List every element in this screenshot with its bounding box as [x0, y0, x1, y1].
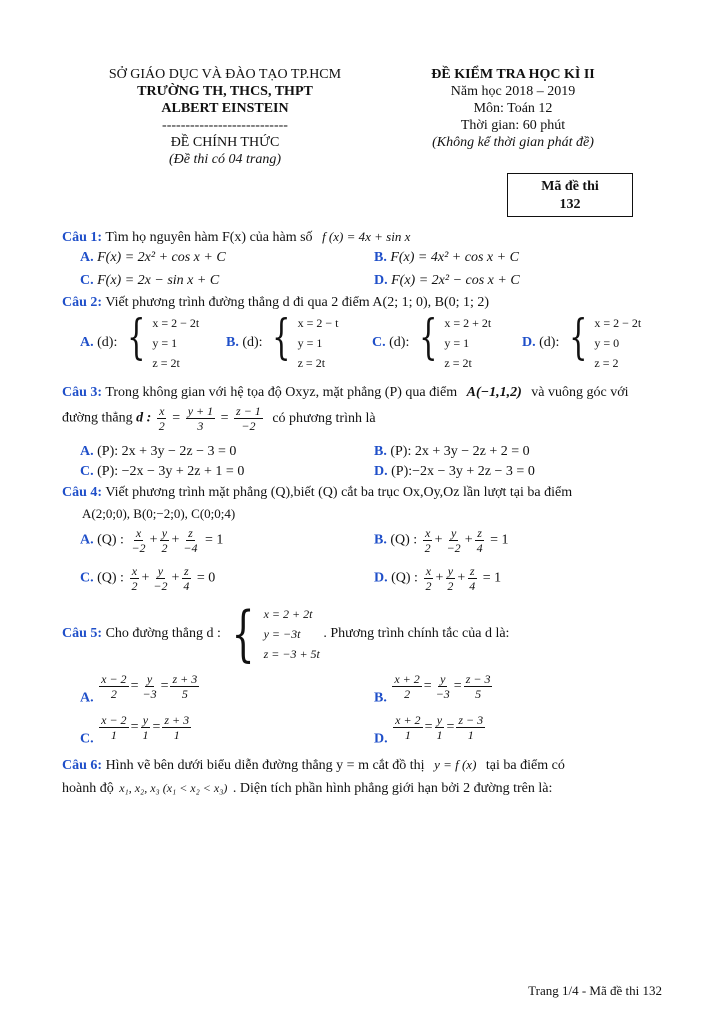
dept-name: SỞ GIÁO DỤC VÀ ĐÀO TẠO TP.HCM [108, 67, 342, 82]
option-text: F(x) = 2x² − cos x + C [391, 273, 520, 288]
fraction-numerator: y [142, 713, 149, 727]
official-label: ĐỀ CHÍNH THỨC [170, 135, 280, 150]
q1-option-d[interactable] [374, 272, 520, 290]
option-letter: B. [374, 690, 387, 706]
q2-option-c[interactable] [372, 309, 492, 373]
option-prefix: (d): [389, 335, 410, 351]
question-label: Câu 4: [62, 485, 103, 500]
fraction-numerator: x + 2 [395, 713, 421, 727]
question-label: Câu 6: [62, 758, 103, 773]
option-letter: A. [80, 532, 94, 548]
option-prefix: (Q) : [97, 570, 124, 586]
fraction-denominator: 1 [404, 728, 411, 742]
time-note: (Không kể thời gian phát đề) [432, 135, 594, 150]
option-letter: A. [80, 444, 94, 459]
system-line: y = 0 [594, 336, 620, 350]
option-letter: D. [374, 273, 388, 288]
question-text: Viết phương trình mặt phẳng (Q),biết (Q) cắt ba trục Ox,Oy,Oz lần lượt tại ba điểm [105, 485, 573, 500]
fraction-numerator: y [436, 713, 443, 727]
equation-system [121, 309, 200, 373]
option-letter: C. [80, 570, 94, 586]
question-text: có phương trình là [272, 410, 376, 426]
system-line: x = 2 − 2t [594, 316, 642, 330]
fraction-numerator: z + 3 [164, 713, 190, 727]
equation-rhs: = 0 [196, 570, 216, 586]
question-label: Câu 1: [62, 230, 103, 245]
question-label: Câu 5: [62, 626, 103, 642]
system-line: z = 2 [594, 356, 619, 370]
fraction-denominator: 2 [447, 579, 454, 593]
option-letter: B. [374, 444, 387, 459]
fraction-denominator: 2 [161, 541, 168, 555]
brace-icon: { [272, 309, 291, 365]
q3-option-b[interactable] [374, 443, 530, 461]
fraction-numerator: z − 3 [465, 672, 491, 686]
fraction-denominator: 2 [158, 419, 165, 433]
fraction-denominator: 2 [424, 541, 431, 555]
equation-rhs: = 1 [490, 532, 509, 548]
question-3 [62, 384, 662, 402]
q2-option-a[interactable] [80, 309, 200, 373]
q5-option-c[interactable]: C. $\frac{x - 2}{1}$ = $\frac{y}{1}$ = $\frac{z + 3}{1}$ [80, 713, 190, 747]
option-prefix: (Q) : [97, 532, 124, 548]
exam-code-label: Mã đề thi [541, 179, 599, 194]
option-prefix: (Q) : [390, 532, 418, 548]
fraction-denominator: 5 [475, 687, 482, 701]
page-footer: Trang 1/4 - Mã đề thi 132 [528, 983, 662, 998]
fraction-denominator: 3 [197, 419, 204, 433]
q1-option-a[interactable] [80, 249, 226, 267]
system-line: y = 1 [444, 336, 470, 350]
option-letter: C. [80, 731, 94, 747]
q3-option-c[interactable] [80, 463, 244, 481]
question-text: Cho đường thẳng d : [105, 626, 221, 642]
equals-sign: = [220, 410, 229, 426]
line-name: d : [136, 410, 152, 426]
fraction-denominator: 1 [173, 728, 180, 742]
question-text: đường thẳng [62, 410, 133, 426]
school-name-1: TRƯỜNG TH, THCS, THPT [137, 84, 313, 99]
option-prefix: (Q) : [391, 570, 418, 586]
equation-system [266, 309, 339, 373]
q5-option-a[interactable]: A. $\frac{x - 2}{2}$ = $\frac{y}{-3}$ = $\frac{z + 3}{5}$ [80, 672, 198, 706]
brace-icon: { [568, 309, 588, 365]
option-letter: D. [374, 464, 388, 479]
q4-option-a[interactable]: A. (Q) : $\frac{x}{-2}$ + $\frac{y}{2}$ + $\frac{z}{-4}$ = 1 [80, 526, 224, 555]
question-text: . Phương trình chính tắc của d là: [323, 626, 510, 642]
question-text: Viết phương trình đường thẳng d đi qua 2 điểm A(2; 1; 0), B(0; 1; 2) [105, 295, 490, 310]
fraction-numerator: z − 3 [458, 713, 484, 727]
question-label: Câu 2: [62, 295, 103, 310]
q1-option-c[interactable] [80, 272, 219, 290]
fraction-denominator: −2 [131, 541, 146, 555]
q4-points: A(2;0;0), B(0;−2;0), C(0;0;4) [82, 506, 236, 521]
option-letter: A. [80, 335, 94, 351]
exam-code-box [507, 173, 633, 217]
option-letter: D. [522, 335, 536, 351]
subject: Môn: Toán 12 [473, 101, 553, 116]
option-text: F(x) = 4x² + cos x + C [390, 250, 519, 265]
option-letter: B. [226, 335, 239, 351]
page-count: (Đề thi có 04 trang) [169, 152, 281, 167]
system-line: y = −3t [263, 627, 301, 641]
header-left [80, 66, 370, 168]
system-line: z = −3 + 5t [263, 647, 320, 661]
fraction-denominator: 5 [181, 687, 188, 701]
function-expr: y = f (x) [434, 757, 477, 772]
system-line: y = 1 [152, 336, 178, 350]
fraction-numerator: x − 2 [101, 713, 127, 727]
option-letter: D. [374, 731, 388, 747]
question-text: . Diện tích phần hình phẳng giới hạn bởi 2 đường trên là: [232, 781, 553, 796]
question-5 [62, 599, 510, 669]
equation-rhs: = 1 [482, 570, 502, 586]
q5-option-b[interactable]: B. $\frac{x + 2}{2}$ = $\frac{y}{-3}$ = $\frac{z - 3}{5}$ [374, 672, 491, 706]
fraction-denominator: 2 [131, 579, 138, 593]
question-3-line [62, 404, 376, 433]
option-prefix: (d): [539, 335, 560, 351]
equation-system [224, 599, 320, 669]
exam-code-value: 132 [559, 197, 581, 212]
option-letter: C. [372, 335, 386, 351]
option-letter: A. [80, 690, 94, 706]
system-line: y = 1 [297, 336, 323, 350]
fraction-denominator: 1 [110, 728, 117, 742]
fraction-denominator: −3 [435, 687, 450, 701]
fraction-denominator: −4 [183, 541, 198, 555]
system-line: x = 2 − 2t [152, 316, 200, 330]
question-text: tại ba điểm có [485, 758, 565, 773]
fraction-denominator: 4 [183, 579, 190, 593]
q4-option-d[interactable]: D. (Q) : $\frac{x}{2}$ + $\frac{y}{2}$ + $\frac{z}{4}$ = 1 [374, 564, 502, 593]
fraction-numerator: y + 1 [187, 404, 214, 418]
equation-system [413, 309, 492, 373]
question-text: hoành độ [62, 781, 114, 796]
question-text: và vuông góc với [531, 385, 629, 400]
fraction-numerator: x − 2 [101, 672, 127, 686]
fraction-denominator: −3 [142, 687, 157, 701]
system-line: x = 2 + 2t [444, 316, 492, 330]
fraction-denominator: 1 [142, 728, 149, 742]
fraction-numerator: x [159, 404, 165, 418]
system-line: x = 2 + 2t [263, 607, 313, 621]
option-text: (P): −2x − 3y + 2z + 1 = 0 [97, 464, 245, 479]
brace-icon: { [126, 309, 146, 365]
q4-option-b[interactable]: B. (Q) : $\frac{x}{2}$ + $\frac{y}{-2}$ + $\frac{z}{4}$ = 1 [374, 526, 509, 555]
question-4 [62, 484, 662, 502]
q2-option-d[interactable] [522, 309, 642, 373]
option-letter: B. [374, 250, 387, 265]
option-text: F(x) = 2x − sin x + C [97, 273, 220, 288]
system-line: z = 2t [152, 356, 180, 370]
option-letter: A. [80, 250, 94, 265]
equation-system [563, 309, 642, 373]
fraction-denominator: −2 [241, 419, 256, 433]
system-line: z = 2t [297, 356, 326, 370]
header-divider: --------------------------- [162, 118, 288, 133]
exam-time: Thời gian: 60 phút [460, 118, 566, 133]
q3-option-d[interactable] [374, 463, 535, 481]
fraction-denominator: −2 [153, 579, 168, 593]
fraction-numerator: y [440, 672, 446, 686]
option-letter: B. [374, 532, 387, 548]
option-letter: D. [374, 570, 388, 586]
point-a: A(−1,1,2) [466, 385, 522, 400]
equals-sign: = [172, 410, 181, 426]
option-text: (P):−2x − 3y + 2z − 3 = 0 [391, 464, 535, 479]
fraction-numerator: z + 3 [172, 672, 198, 686]
question-label: Câu 3: [62, 385, 103, 400]
question-6 [62, 754, 662, 800]
fraction-denominator: 2 [425, 579, 432, 593]
system-line: x = 2 − t [297, 316, 339, 330]
function-expr: f (x) = 4x + sin x [322, 229, 411, 244]
q2-option-b[interactable] [226, 309, 339, 373]
system-line: z = 2t [444, 356, 472, 370]
fraction-denominator: 2 [110, 687, 117, 701]
q5-option-d[interactable]: D. $\frac{x + 2}{1}$ = $\frac{y}{1}$ = $\frac{z - 3}{1}$ [374, 713, 484, 747]
fraction-denominator: 4 [476, 541, 483, 555]
fraction-numerator: z − 1 [236, 404, 261, 418]
question-text: Hình vẽ bên dưới biểu diễn đường thẳng y = m cắt đồ thị [105, 758, 425, 773]
brace-icon: { [232, 599, 255, 669]
brace-icon: { [418, 309, 438, 365]
q4-option-c[interactable]: C. (Q) : $\frac{x}{2}$ + $\frac{y}{-2}$ + $\frac{z}{4}$ = 0 [80, 564, 216, 593]
fraction-denominator: 4 [469, 579, 476, 593]
fraction-denominator: 1 [467, 728, 474, 742]
option-text: (P): 2x + 3y − 2z − 3 = 0 [97, 444, 237, 459]
school-year: Năm học 2018 – 2019 [450, 84, 576, 99]
fraction-numerator: x + 2 [394, 672, 420, 686]
fraction-denominator: 1 [436, 728, 443, 742]
header-right [398, 66, 628, 151]
fraction-denominator: 2 [404, 687, 411, 701]
question-1 [62, 228, 662, 247]
option-prefix: (d): [242, 335, 263, 351]
school-name-2: ALBERT EINSTEIN [161, 101, 289, 116]
option-text: (P): 2x + 3y − 2z + 2 = 0 [390, 444, 530, 459]
option-text: F(x) = 2x² + cos x + C [97, 250, 226, 265]
q3-option-a[interactable] [80, 443, 236, 461]
fraction-denominator: −2 [446, 541, 461, 555]
roots-expr: x₁, x₂, x₃ (x₁ < x₂ < x₃) [119, 781, 228, 795]
fraction-numerator: y [146, 672, 153, 686]
equation-rhs: = 1 [204, 532, 224, 548]
option-prefix: (d): [97, 335, 118, 351]
question-text: Trong không gian với hệ tọa độ Oxyz, mặt phẳng (P) qua điểm [105, 385, 458, 400]
question-text: Tìm họ nguyên hàm F(x) của hàm số [105, 230, 313, 245]
exam-title: ĐỀ KIỂM TRA HỌC KÌ II [431, 67, 595, 82]
option-letter: C. [80, 273, 94, 288]
q1-option-b[interactable] [374, 249, 519, 267]
option-letter: C. [80, 464, 94, 479]
